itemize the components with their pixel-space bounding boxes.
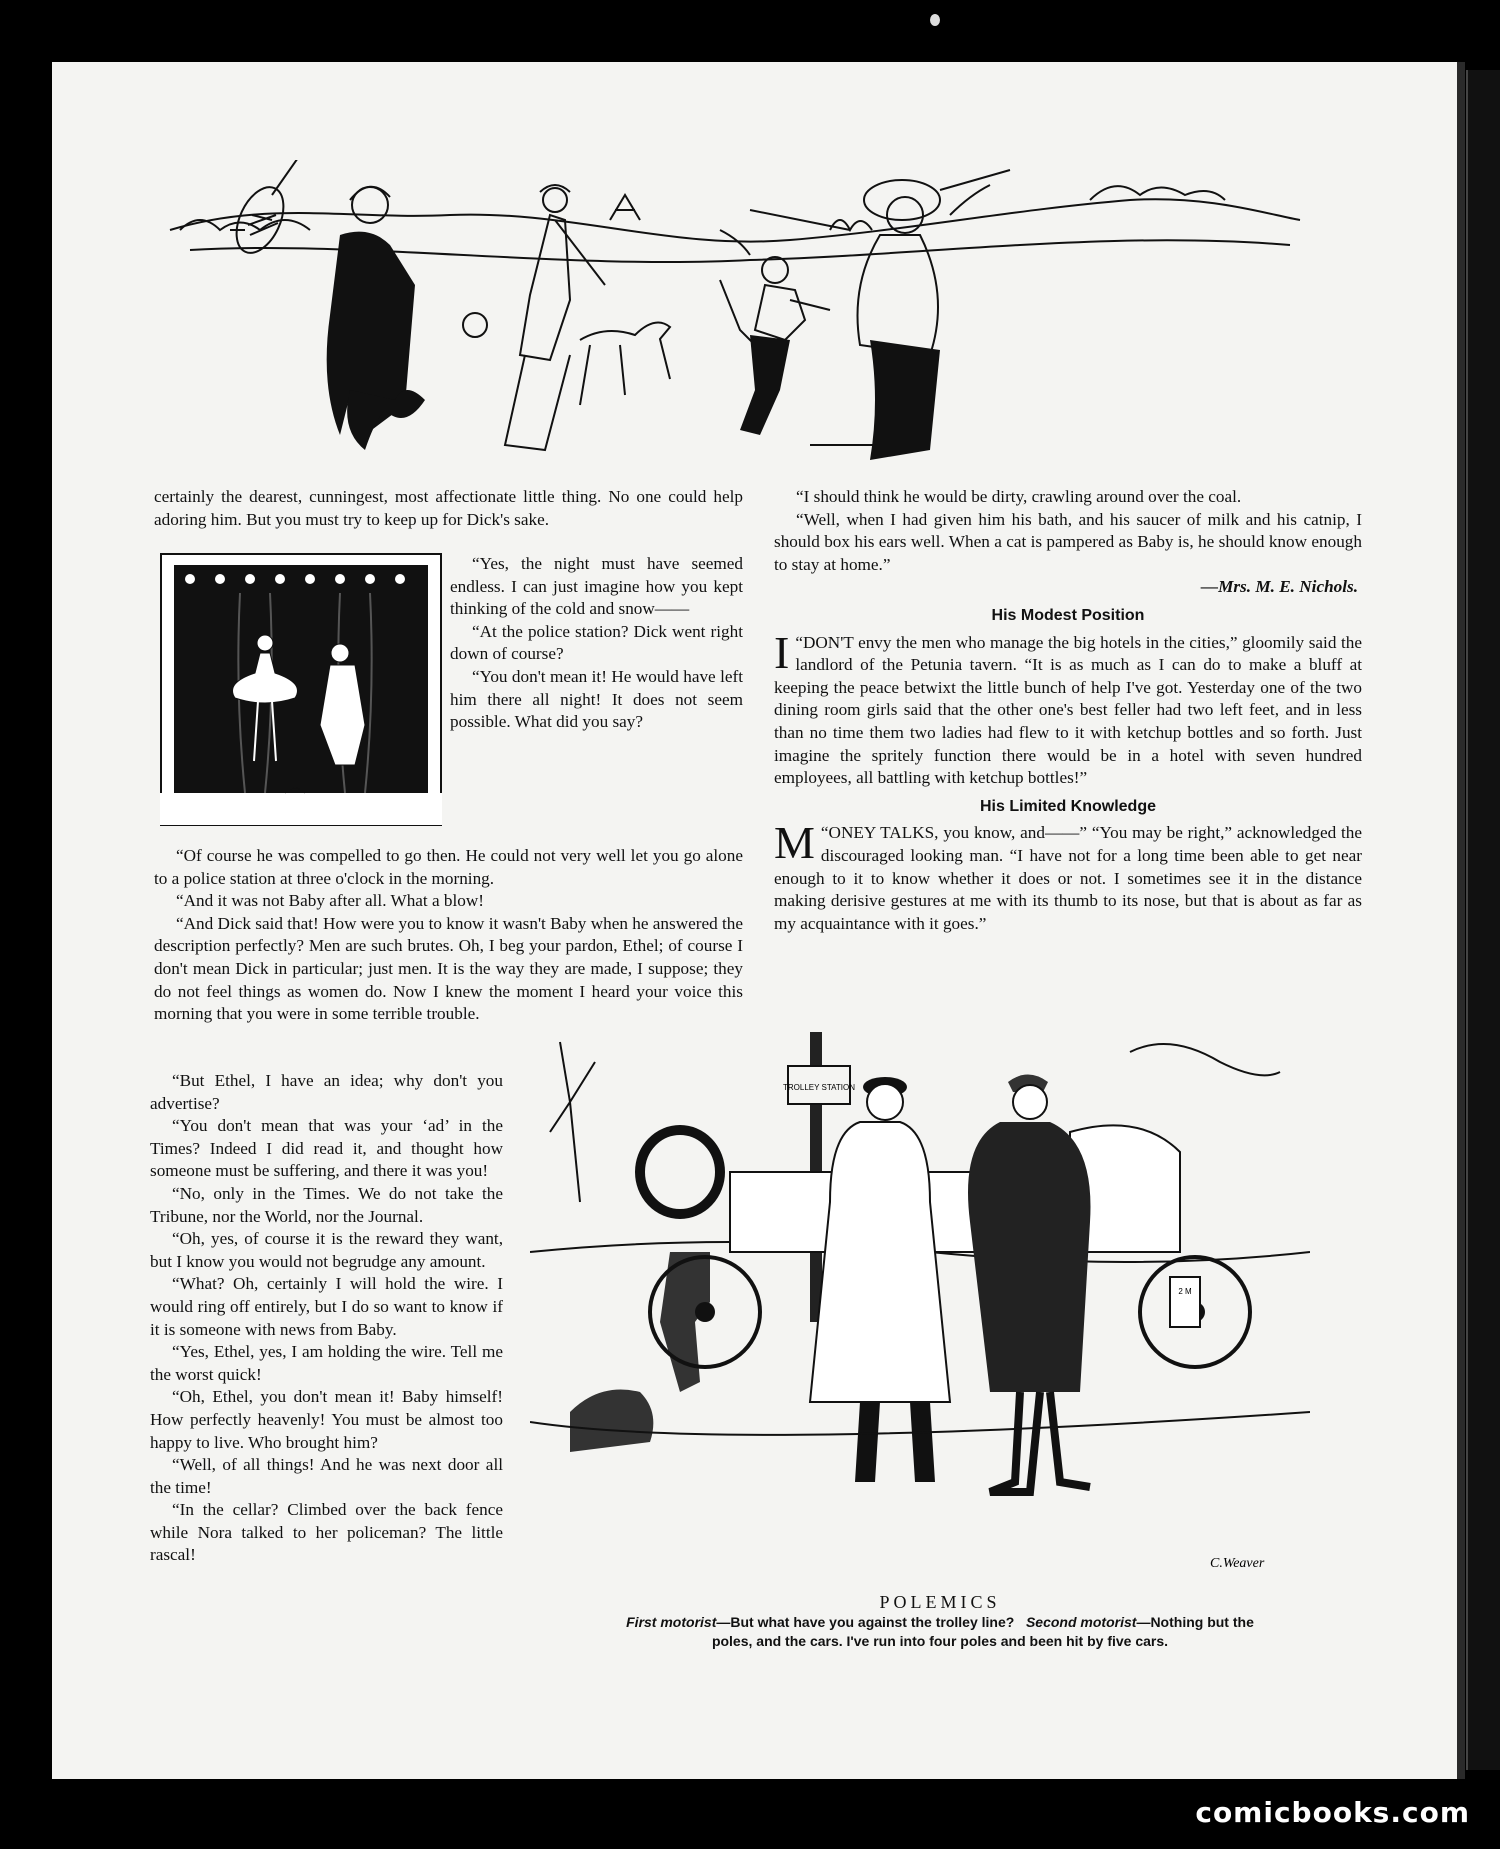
left-column-wrap <box>450 553 743 734</box>
left-wrap-paragraph-2: “At the police station? Dick went right down of course? <box>450 621 743 664</box>
left-narrow-paragraph-4: “Oh, yes, of course it is the reward they want, but I know you would not begrudge any amount. <box>150 1229 503 1271</box>
cartoon-caption <box>560 1592 1320 1651</box>
left-narrow-paragraph-9: “In the cellar? Climbed over the back fence while Nora talked to her policeman? The little rascal! <box>150 1500 503 1565</box>
article-limited-knowledge-body: “ M ONEY TALKS, you know, and——” “You may be right,” acknowledged the discouraged looking man. “I have not for a long time been able to get near enough to it to know whether it does or not. I sometimes see it in the distance making derisive gestures at me with its thumb to its nose, but that is about as far as my acquaintance with it goes.” <box>774 817 1362 933</box>
stage-curtain-illustration <box>160 553 442 826</box>
page-edge-shadow <box>1457 62 1465 1779</box>
top-banner-illustration <box>150 160 1310 465</box>
left-intro-paragraph: certainly the dearest, cunningest, most affectionate little thing. No one could help adoring him. But you must try to keep up for Dick's sake. <box>154 487 743 529</box>
scan-speck <box>930 14 940 26</box>
caption-question: —But what have you against the trolley line? <box>716 1614 1015 1630</box>
cartoon-caption-line-2: poles, and the cars. I've run into four poles and been hit by five cars. <box>711 1633 1169 1649</box>
left-narrow-paragraph-1: “But Ethel, I have an idea; why don't you advertise? <box>150 1071 503 1113</box>
left-narrow-paragraph-2: “You don't mean that was your ‘ad’ in the Times? Indeed I did read it, and thought how someone must be suffering, and there it was you! <box>150 1116 503 1181</box>
caption-speaker-2: Second motorist <box>1025 1614 1137 1630</box>
cartoon-milestone-text: 2 M <box>1178 1287 1192 1296</box>
article-modest-position-text: DON'T envy the men who manage the big hotels in the cities,” gloomily said the landlord of the Petunia tavern. “It is as much as I can do to make a bluff at keeping the peace betwixt the little bunch of help I've got. Yesterday one of the two dining room girls said that the other one's best feller had two left feet, and in less than no time them two ladies had flew to it with ketchup bottles and so forth. Just imagine the spritely function there would be in a hotel with seven hundred employees, all battling with ketchup bottles!” <box>774 632 1362 788</box>
source-watermark: comicbooks.com <box>1195 1796 1470 1829</box>
cartoon-title: POLEMICS <box>879 1592 1001 1612</box>
right-paragraph-1: “I should think he would be dirty, crawling around over the coal. <box>796 487 1242 506</box>
right-paragraph-2: “Well, when I had given him his bath, and his saucer of milk and his catnip, I should box his ears well. When a cat is pampered as Baby is, he should know enough to stay at home.” <box>774 509 1362 574</box>
article-limited-knowledge-text: ONEY TALKS, you know, and——” “You may be right,” acknowledged the discouraged looking man. “I have not for a long time been able to get near enough to it to know whether it does or not. I sometimes see it in the distance making derisive gestures at me with its thumb to its nose, but that is about as far as my acquaintance with it goes.” <box>774 823 1362 933</box>
caption-speaker-1: First motorist <box>626 1614 717 1630</box>
article-signature: —Mrs. M. E. Nichols. <box>1200 577 1358 597</box>
polemics-cartoon <box>530 1022 1310 1582</box>
left-narrow-paragraph-3: “No, only in the Times. We do not take the Tribune, nor the World, nor the Journal. <box>150 1183 503 1226</box>
left-column-wide <box>154 845 743 1026</box>
caption-answer-start: —Nothing but the <box>1136 1614 1254 1630</box>
cartoon-caption-line-1 <box>560 1613 1320 1632</box>
left-column-intro <box>154 486 743 531</box>
article-heading-modest-position: His Modest Position <box>991 606 1145 624</box>
left-column-narrow <box>150 1070 503 1567</box>
left-full-paragraph-1: “And it was not Baby after all. What a blow! <box>176 891 485 911</box>
left-narrow-paragraph-5: “What? Oh, certainly I will hold the wire. I would ring off entirely, but I do so want to know if it is someone with news from Baby. <box>150 1274 503 1339</box>
right-column <box>774 486 1362 935</box>
left-narrow-paragraph-6: “Yes, Ethel, yes, I am holding the wire. Tell me the worst quick! <box>150 1342 503 1384</box>
left-narrow-paragraph-7: “Oh, Ethel, you don't mean it! Baby himself! How perfectly heavenly! You must be almost too happy to live. Who brought him? <box>150 1387 503 1452</box>
left-full-paragraph-2: “And Dick said that! How were you to know it wasn't Baby when he answered the description perfectly? Men are such brutes. Oh, I beg your pardon, Ethel; of course I don't mean Dick in particular; just men. It is the way they are made, I suppose; they do not feel things as women do. Now I knew the moment I heard your voice this morning that you were in some terrible trouble. <box>154 913 743 1024</box>
left-wrap-paragraph-4: “Of course he was compelled to go then. He could not very well let you go alone to a police station at three o'clock in the morning. <box>154 846 743 888</box>
cartoon-artist-signature: C.Weaver <box>1210 1556 1265 1571</box>
left-wrap-paragraph-1: “Yes, the night must have seemed endless. I can just imagine how you kept thinking of the cold and snow—— <box>450 554 743 619</box>
dropcap-i: I <box>774 626 790 678</box>
adjacent-page-strip <box>1466 70 1500 1770</box>
left-wrap-paragraph-3: “You don't mean it! He would have left him there all night! It does not seem possible. What did you say? <box>450 666 743 732</box>
dropcap-m: M <box>774 817 815 869</box>
left-narrow-paragraph-8: “Well, of all things! And he was next door all the time! <box>150 1455 503 1497</box>
article-modest-position-body: “ I DON'T envy the men who manage the big hotels in the cities,” gloomily said the landlord of the Petunia tavern. “It is as much as I can do to make a bluff at keeping the peace betwixt the little bunch of help I've got. Yesterday one of the two dining room girls said that the other one's best feller had two left feet, and in less than no time them two ladies had flew to it with ketchup bottles and so forth. Just imagine the spritely function there would be in a hotel with seven hundred employees, all battling with ketchup bottles!” <box>774 626 1362 788</box>
cartoon-sign-text: TROLLEY STATION <box>782 1083 856 1092</box>
article-heading-limited-knowledge: His Limited Knowledge <box>979 797 1156 815</box>
